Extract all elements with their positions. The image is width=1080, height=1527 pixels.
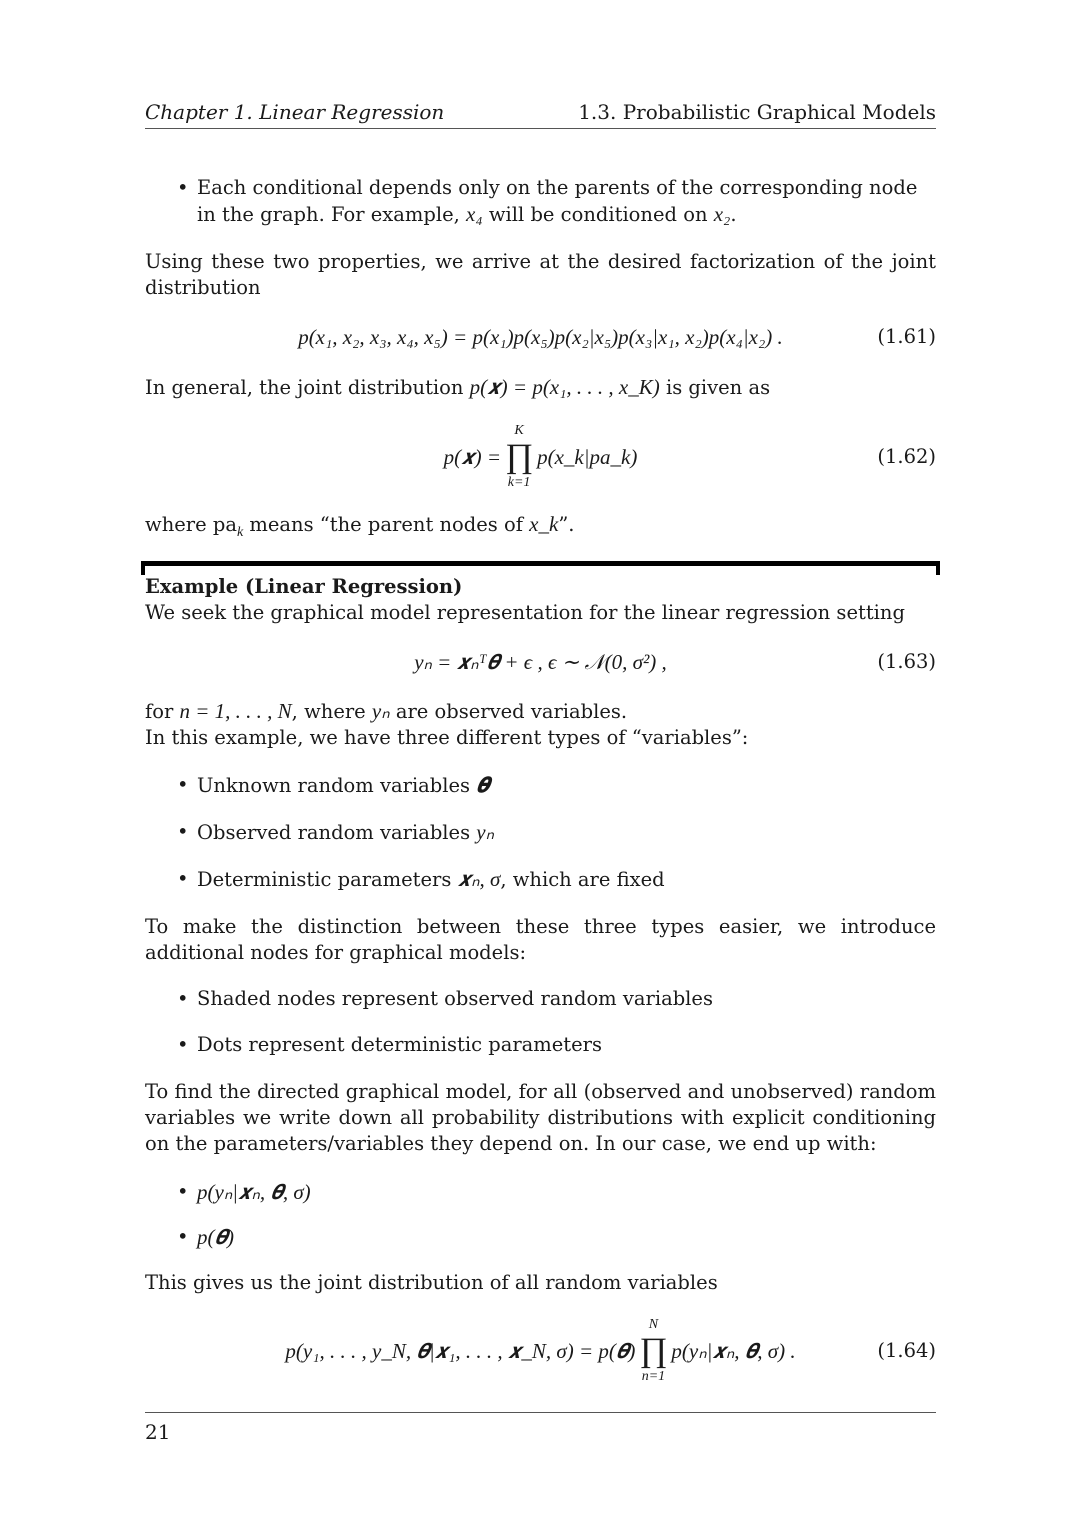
math: x_k	[529, 512, 559, 536]
text: .	[730, 203, 737, 226]
text: ”.	[558, 513, 575, 536]
list-item	[145, 175, 936, 228]
text: Each conditional depends only on the parents of the corresponding node in the graph. For example,	[197, 176, 918, 226]
text: will be conditioned on	[482, 203, 714, 226]
list-item	[145, 1224, 936, 1250]
example-title: Example (Linear Regression)	[145, 574, 463, 598]
equation-expression: yₙ = 𝒙ₙᵀ𝜽 + ϵ , ϵ ∼ 𝒩(0, σ²) ,	[414, 649, 667, 674]
equation-1-61	[145, 324, 936, 350]
text: is given as	[659, 376, 771, 399]
paragraph	[145, 374, 936, 401]
equation-1-62	[145, 421, 936, 493]
list-item	[145, 819, 936, 846]
running-header-left: Chapter 1. Linear Regression	[145, 100, 445, 124]
bullet-icon: •	[177, 1032, 189, 1056]
text: Unknown random variables	[197, 773, 477, 797]
equation-1-64	[145, 1315, 936, 1387]
product-lower-limit: n=1	[641, 1368, 666, 1384]
math: p(𝜽)	[197, 1224, 234, 1249]
equation-rhs: p(x_k|pa_k)	[537, 445, 638, 469]
header-rule	[145, 128, 936, 129]
text: means “the parent nodes of	[243, 513, 530, 536]
math: k	[236, 524, 244, 540]
equation-number: (1.61)	[877, 325, 936, 348]
product-upper-limit: K	[514, 423, 524, 438]
product-lower-limit: k=1	[507, 475, 531, 490]
bullet-icon: •	[177, 866, 189, 890]
bullet-icon: •	[177, 986, 189, 1010]
text: , where	[291, 699, 372, 723]
text: where pa	[145, 513, 237, 536]
math: p(𝒙) = p(x₁, . . . , x_K)	[469, 375, 660, 399]
bullet-icon: •	[177, 819, 189, 843]
page-number: 21	[145, 1419, 171, 1444]
paragraph: Using these two properties, we arrive at the desired factorization of the joint distribution	[145, 250, 936, 299]
equation-number: (1.62)	[877, 445, 936, 468]
math: x₂	[713, 202, 731, 226]
equation-number: (1.64)	[877, 1338, 936, 1362]
product-symbol: ∏	[639, 1331, 668, 1369]
math: 𝜽	[476, 772, 489, 797]
product-operator	[639, 1317, 667, 1385]
math: x₄	[466, 202, 483, 226]
math: 𝒙ₙ, σ	[457, 866, 501, 891]
product-symbol: ∏	[505, 438, 534, 475]
equation-expression: p(x₁, x₂, x₃, x₄, x₅) = p(x₁)p(x₅)p(x₂|x₅)p(x₃|x₁, x₂)p(x₄|x₂) .	[298, 325, 783, 349]
product-operator	[505, 423, 533, 491]
list-item	[145, 1032, 936, 1058]
paragraph: To find the directed graphical model, for all (observed and unobserved) random variables we write down all probability distributions with explicit conditioning on the parameters/variables they depend on. In our case, we end up with:	[145, 1079, 936, 1155]
text: In general, the joint distribution	[145, 376, 470, 399]
text: Shaded nodes represent observed random variables	[197, 986, 713, 1010]
text: are observed variables.	[389, 699, 628, 723]
product-upper-limit: N	[648, 1316, 659, 1332]
equation-1-63	[145, 649, 936, 675]
list-item	[145, 866, 936, 893]
example-box-top-bar	[141, 561, 940, 566]
paragraph	[145, 511, 936, 546]
paragraph: In this example, we have three different types of “variables”:	[145, 725, 749, 749]
running-header-right: 1.3. Probabilistic Graphical Models	[578, 100, 936, 124]
math: yₙ	[476, 819, 494, 844]
bullet-icon: •	[177, 1224, 189, 1248]
list-item	[145, 986, 936, 1012]
example-intro: We seek the graphical model representation for the linear regression setting	[145, 600, 905, 624]
list-item	[145, 1179, 936, 1205]
paragraph	[145, 698, 936, 725]
math: yₙ	[371, 698, 390, 723]
equation-lhs: p(𝒙) =	[443, 445, 502, 469]
text: Dots represent deterministic parameters	[197, 1032, 602, 1056]
page-body	[145, 175, 936, 1445]
paragraph: To make the distinction between these three types easier, we introduce additional nodes for graphical models:	[145, 914, 936, 964]
example-box-right-tick	[936, 561, 940, 575]
text: for	[145, 699, 180, 723]
bullet-icon: •	[177, 772, 189, 796]
equation-rhs: p(yₙ|𝒙ₙ, 𝜽, σ) .	[671, 1338, 796, 1363]
math: n = 1, . . . , N	[179, 698, 292, 723]
equation-number: (1.63)	[877, 649, 936, 673]
math: p(yₙ|𝒙ₙ, 𝜽, σ)	[197, 1179, 311, 1204]
equation-lhs: p(y₁, . . . , y_N, 𝜽|𝒙₁, . . . , 𝒙_N, σ) = p(𝜽)	[285, 1338, 636, 1363]
text: Observed random variables	[197, 820, 477, 844]
footer-rule	[145, 1412, 936, 1413]
text: Deterministic parameters	[197, 867, 458, 891]
text: , which are fixed	[500, 867, 665, 891]
list-item	[145, 772, 936, 799]
bullet-icon: •	[177, 1179, 189, 1203]
example-box-left-tick	[141, 561, 145, 575]
bullet-icon: •	[177, 176, 189, 199]
paragraph: This gives us the joint distribution of all random variables	[145, 1270, 718, 1294]
